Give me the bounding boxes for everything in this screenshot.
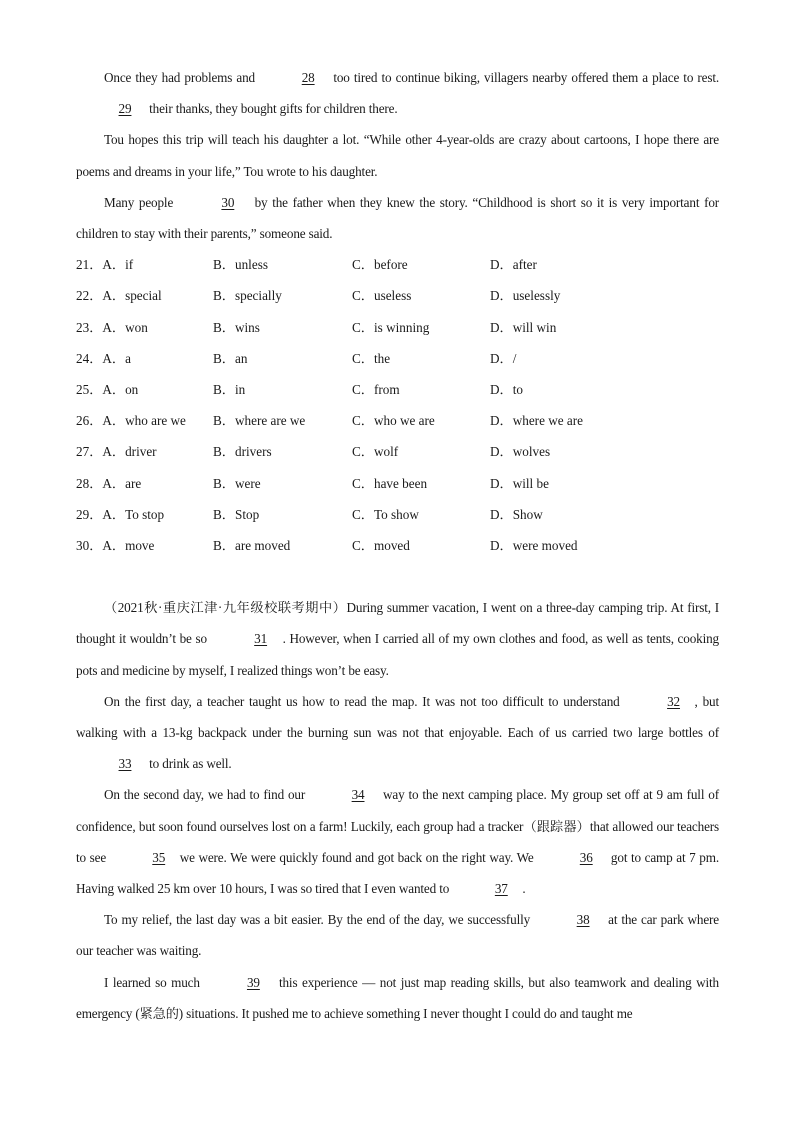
option-c: C．To show <box>352 506 419 522</box>
blank-38: 38 <box>576 912 590 928</box>
option-b: B．are moved <box>213 537 291 553</box>
option-row-29 <box>76 499 719 530</box>
section-gap <box>76 561 719 592</box>
option-b: B．in <box>213 381 246 397</box>
blank-34: 34 <box>351 787 365 803</box>
option-b: B．an <box>213 350 248 366</box>
blank-36: 36 <box>579 849 593 865</box>
option-c: C．the <box>352 350 391 366</box>
blank-35: 35 <box>152 849 166 865</box>
option-c: C．wolf <box>352 444 399 460</box>
option-d: D．after <box>490 257 537 273</box>
option-a: 30．A．move <box>76 537 155 553</box>
blank-31: 31 <box>254 631 268 647</box>
option-b: B．specially <box>213 288 282 304</box>
option-a: 27．A．driver <box>76 444 157 460</box>
blank-28: 28 <box>301 70 315 85</box>
option-row-25 <box>76 374 719 405</box>
option-c: C．is winning <box>352 319 430 335</box>
blank-32: 32 <box>667 693 680 709</box>
option-row-26 <box>76 405 719 436</box>
option-b: B．were <box>213 475 261 491</box>
option-row-30 <box>76 530 719 561</box>
passage-two-paragraph: To my relief, the last day was a bit easier. By the end of the day, we successfully 38 at the car park where our teacher was waiting. <box>76 904 719 966</box>
passage-one-paragraph: Once they had problems and 28 too tired to continue biking, villagers nearby offered them a place to rest. 29 their thanks, they bought gifts for children there. <box>76 62 719 124</box>
option-a: 23．A．won <box>76 319 148 335</box>
option-b: B．wins <box>213 319 260 335</box>
option-b: B．unless <box>213 257 268 273</box>
option-c: C．before <box>352 257 408 273</box>
option-b: B．Stop <box>213 506 260 522</box>
passage-two-paragraph: On the first day, a teacher taught us how to read the map. It was not too difficult to understand 32 , but walking with a 13-kg backpack under the burning sun was not that enjoyable. Each of us carried two large bottles of 33 to drink as well. <box>76 686 719 780</box>
option-row-22 <box>76 280 719 311</box>
option-c: C．useless <box>352 288 412 304</box>
blank-29: 29 <box>118 101 132 117</box>
passage-one <box>76 62 719 249</box>
passage-two-paragraph: （2021秋·重庆江津·九年级校联考期中）During summer vacation, I went on a three-day camping trip. At first, I thought it wouldn’t be so 31 . However, when I carried all of my own clothes and food, as well as tents, cooking pots and medicine by myself, I realized things won’t be easy. <box>76 600 719 678</box>
option-c: C．have been <box>352 475 428 491</box>
option-d: D．wolves <box>490 444 551 460</box>
option-a: 21．A．if <box>76 257 134 273</box>
passage-one-paragraph: Tou hopes this trip will teach his daughter a lot. “While other 4-year-olds are crazy about cartoons, I hope there are poems and dreams in your life,” Tou wrote to his daughter. <box>76 132 719 179</box>
passage-two-paragraph: I learned so much 39 this experience — not just map reading skills, but also teamwork and dealing with emergency (紧急的) situations. It pushed me to achieve something I never thought I could do and taught me <box>76 967 719 1029</box>
option-d: D．uselessly <box>490 288 561 304</box>
option-d: D．/ <box>490 350 517 366</box>
option-d: D．will win <box>490 319 557 335</box>
option-row-23 <box>76 312 719 343</box>
option-d: D．Show <box>490 506 543 522</box>
blank-37: 37 <box>494 880 508 896</box>
option-row-24 <box>76 343 719 374</box>
answer-options <box>76 249 719 561</box>
option-a: 22．A．special <box>76 288 162 304</box>
blank-30: 30 <box>221 194 235 210</box>
option-b: B．where are we <box>213 413 306 429</box>
option-a: 28．A．are <box>76 475 142 491</box>
passage-two-paragraph: On the second day, we had to find our 34 way to the next camping place. My group set off at 9 am full of confidence, but soon found ourselves lost on a farm! Luckily, each group had a tracker（跟踪器）that allowed our teachers to see 35 we were. We were quickly found and got back on the right way. We 36 got to camp at 7 pm. Having walked 25 km over 10 hours, I was so tired that I even wanted to 37 . <box>76 779 719 904</box>
option-c: C．from <box>352 381 400 397</box>
option-a: 25．A．on <box>76 381 139 397</box>
option-a: 26．A．who are we <box>76 413 186 429</box>
passage-one-paragraph: Many people 30 by the father when they knew the story. “Childhood is short so it is very important for children to stay with their parents,” someone said. <box>76 187 719 249</box>
option-a: 29．A．To stop <box>76 506 165 522</box>
passage-two <box>76 592 719 1029</box>
option-d: D．where we are <box>490 413 583 429</box>
option-d: D．were moved <box>490 537 578 553</box>
option-row-28 <box>76 468 719 499</box>
option-a: 24．A．a <box>76 350 131 366</box>
option-b: B．drivers <box>213 444 272 460</box>
option-row-21 <box>76 249 719 280</box>
option-c: C．moved <box>352 537 410 553</box>
option-c: C．who we are <box>352 413 435 429</box>
option-row-27 <box>76 436 719 467</box>
blank-39: 39 <box>246 974 260 990</box>
blank-33: 33 <box>118 756 132 772</box>
option-d: D．to <box>490 381 523 397</box>
option-d: D．will be <box>490 475 549 491</box>
worksheet-page <box>76 62 719 1029</box>
